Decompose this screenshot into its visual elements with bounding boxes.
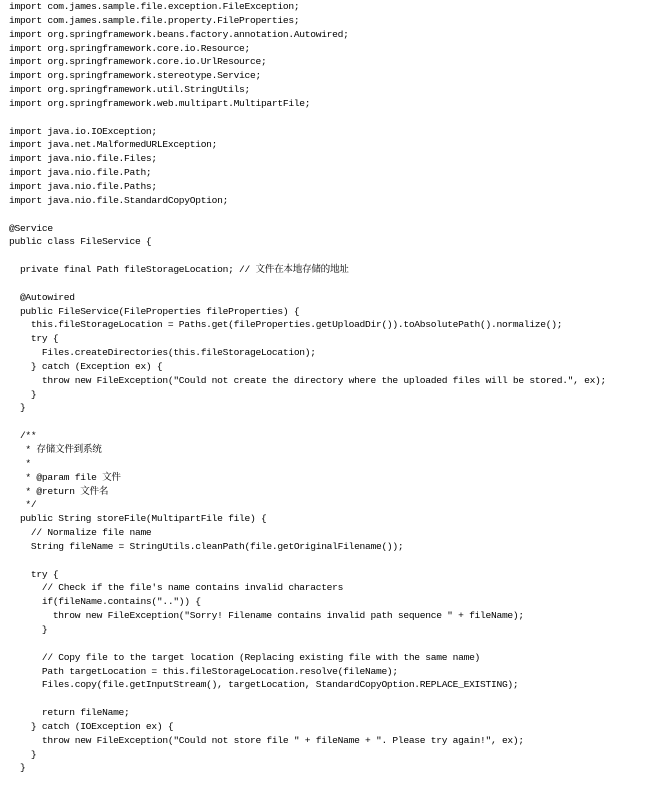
code-line-20: private final Path fileStorageLocation; // 文件在本地存储的地址: [9, 264, 349, 276]
code-line-51: [9, 692, 669, 706]
code-line-15: import java.nio.file.StandardCopyOption;: [9, 194, 229, 206]
code-line-45: throw new FileException("Sorry! Filename contains invalid path sequence " + fileName);: [9, 610, 524, 622]
code-line-10: import java.io.IOException;: [9, 125, 157, 137]
code-line-49: Path targetLocation = this.fileStorageLocation.resolve(fileName);: [9, 665, 398, 677]
code-line-50: Files.copy(file.getInputStream(), targetLocation, StandardCopyOption.REPLACE_EXISTING);: [9, 679, 519, 691]
code-line-30: }: [9, 402, 26, 414]
code-line-25: try {: [9, 333, 59, 345]
code-line-35: * @param file 文件: [9, 471, 121, 483]
code-listing: [9, 0, 669, 788]
code-line-12: import java.nio.file.Files;: [9, 153, 157, 165]
code-line-14: import java.nio.file.Paths;: [9, 180, 157, 192]
code-line-22: @Autowired: [9, 291, 75, 303]
code-line-21: [9, 277, 669, 291]
code-line-28: throw new FileException("Could not create the directory where the uploaded files will be stored.", ex);: [9, 374, 607, 386]
code-line-11: import java.net.MalformedURLException;: [9, 139, 218, 151]
code-line-43: // Check if the file's name contains invalid characters: [9, 582, 344, 594]
code-line-7: import org.springframework.util.StringUtils;: [9, 84, 250, 96]
code-line-23: public FileService(FileProperties fileProperties) {: [9, 305, 300, 317]
code-line-54: throw new FileException("Could not store file " + fileName + ". Please try again!", ex);: [9, 734, 524, 746]
code-line-1: import com.james.sample.file.exception.FileException;: [9, 1, 300, 12]
code-line-9: [9, 111, 669, 125]
code-line-31: [9, 415, 669, 429]
code-line-26: Files.createDirectories(this.fileStorageLocation);: [9, 347, 316, 359]
code-line-19: [9, 249, 669, 263]
code-line-53: } catch (IOException ex) {: [9, 720, 174, 732]
code-line-57: [9, 775, 669, 788]
code-line-24: this.fileStorageLocation = Paths.get(fileProperties.getUploadDir()).toAbsolutePath().normalize();: [9, 319, 563, 331]
code-line-33: * 存储文件到系统: [9, 444, 102, 455]
code-line-39: // Normalize file name: [9, 527, 152, 539]
code-line-36: * @return 文件名: [9, 485, 109, 497]
code-line-5: import org.springframework.core.io.UrlResource;: [9, 56, 267, 68]
code-line-18: public class FileService {: [9, 236, 152, 248]
code-line-4: import org.springframework.core.io.Resource;: [9, 42, 250, 54]
code-line-47: [9, 637, 669, 651]
code-line-46: }: [9, 623, 48, 635]
code-line-3: import org.springframework.beans.factory.annotation.Autowired;: [9, 28, 349, 40]
code-line-29: }: [9, 388, 37, 400]
code-line-13: import java.nio.file.Path;: [9, 167, 152, 179]
code-line-38: public String storeFile(MultipartFile file) {: [9, 513, 267, 525]
code-line-52: return fileName;: [9, 707, 130, 719]
code-line-27: } catch (Exception ex) {: [9, 360, 163, 372]
code-line-40: String fileName = StringUtils.cleanPath(file.getOriginalFilename());: [9, 540, 404, 552]
code-line-56: }: [9, 762, 26, 774]
code-line-41: [9, 554, 669, 568]
code-line-34: *: [9, 457, 31, 469]
code-line-6: import org.springframework.stereotype.Service;: [9, 70, 261, 82]
code-line-17: @Service: [9, 222, 53, 234]
code-line-48: // Copy file to the target location (Replacing existing file with the same name): [9, 651, 481, 663]
code-line-42: try {: [9, 568, 59, 580]
code-line-32: /**: [9, 430, 37, 442]
code-line-8: import org.springframework.web.multipart.MultipartFile;: [9, 97, 311, 109]
code-line-44: if(fileName.contains("..")) {: [9, 596, 201, 608]
code-line-55: }: [9, 748, 37, 760]
code-line-16: [9, 208, 669, 222]
code-line-2: import com.james.sample.file.property.FileProperties;: [9, 14, 300, 26]
code-line-37: */: [9, 499, 37, 511]
